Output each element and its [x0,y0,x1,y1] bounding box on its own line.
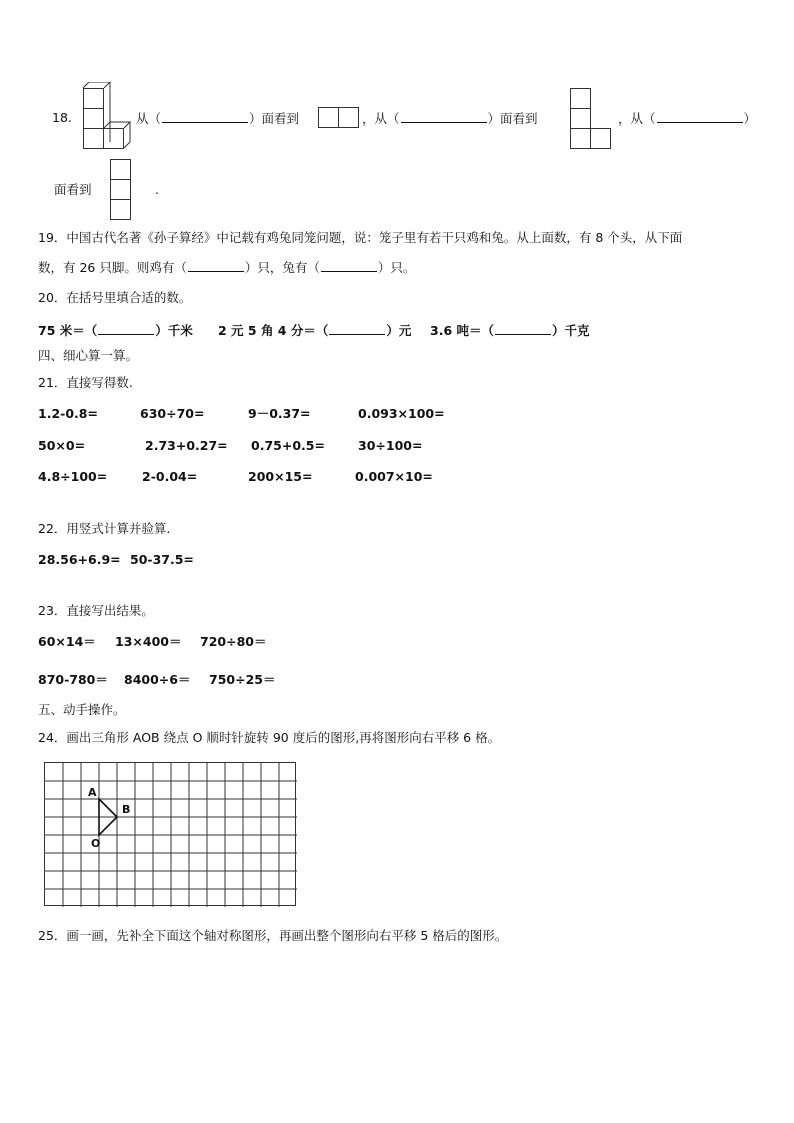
q22-item: 50-37.5= [130,552,194,567]
q23-item: 13×400＝ [115,634,182,649]
point-label-a: A [88,786,97,799]
q25-title: 25．画一画，先补全下面这个轴对称图形，再画出整个图形向右平移 5 格后的图形。 [38,928,508,943]
q21-item: 50×0= [38,438,86,453]
q21-item: 2.73+0.27= [145,438,228,453]
section-5-heading: 五、动手操作。 [38,702,126,717]
q21-item: 630÷70= [140,406,205,421]
q21-item: 0.093×100= [358,406,445,421]
answer-blank[interactable] [401,110,487,123]
grid-lines [45,763,297,907]
q21-item: 0.75+0.5= [251,438,325,453]
q23-item: 750÷25＝ [209,672,276,687]
q21-item: 2-0.04= [142,469,198,484]
q19-line2: 数，有 26 只脚。则鸡有（ ）只，兔有（ ）只。 [38,260,416,275]
q23-item: 8400÷6＝ [124,672,191,687]
q20-item-b: 2 元 5 角 4 分＝（ ）元 [218,323,412,338]
q20-title: 20．在括号里填合适的数。 [38,290,192,305]
q21-title: 21．直接写得数. [38,375,133,390]
answer-blank[interactable] [321,259,377,272]
q18-number: 18. [52,110,72,125]
q21-item: 200×15= [248,469,313,484]
q20-item-a: 75 米＝（ ）千米 [38,323,193,338]
q21-item: 0.007×10= [355,469,433,484]
answer-blank[interactable] [495,322,551,335]
q18-from-3: ，从（ ） [618,111,757,126]
q21-item: 9－0.37= [248,406,311,421]
q18-end: . [155,182,159,197]
q22-item: 28.56+6.9= [38,552,121,567]
q21-item: 1.2-0.8= [38,406,98,421]
point-label-o: O [91,837,101,850]
answer-blank[interactable] [657,110,743,123]
point-label-b: B [122,803,131,816]
q20-item-c: 3.6 吨＝（ ）千克 [430,323,590,338]
q18-from-2: ，从（ ）面看到 [362,111,538,126]
q21-item: 30÷100= [358,438,423,453]
section-4-heading: 四、细心算一算。 [38,348,139,363]
q22-title: 22．用竖式计算并验算. [38,521,171,536]
q23-item: 870-780＝ [38,672,108,687]
answer-blank[interactable] [329,322,385,335]
q18-from-1: 从（ ）面看到 [136,111,300,126]
q23-item: 60×14＝ [38,634,96,649]
q23-item: 720÷80＝ [200,634,267,649]
answer-blank[interactable] [162,110,248,123]
q24-title: 24．画出三角形 AOB 绕点 O 顺时针旋转 90 度后的图形,再将图形向右平移 6 格。 [38,730,501,745]
answer-blank[interactable] [98,322,154,335]
q23-title: 23．直接写出结果。 [38,603,154,618]
answer-blank[interactable] [188,259,244,272]
q18-line2: 面看到 [54,182,92,197]
q21-item: 4.8÷100= [38,469,108,484]
drawing-grid[interactable] [44,762,296,906]
q19-line1: 19．中国古代名著《孙子算经》中记载有鸡兔同笼问题，说：笼子里有若干只鸡和兔。从上面数，有 8 个头，从下面 [38,230,683,245]
